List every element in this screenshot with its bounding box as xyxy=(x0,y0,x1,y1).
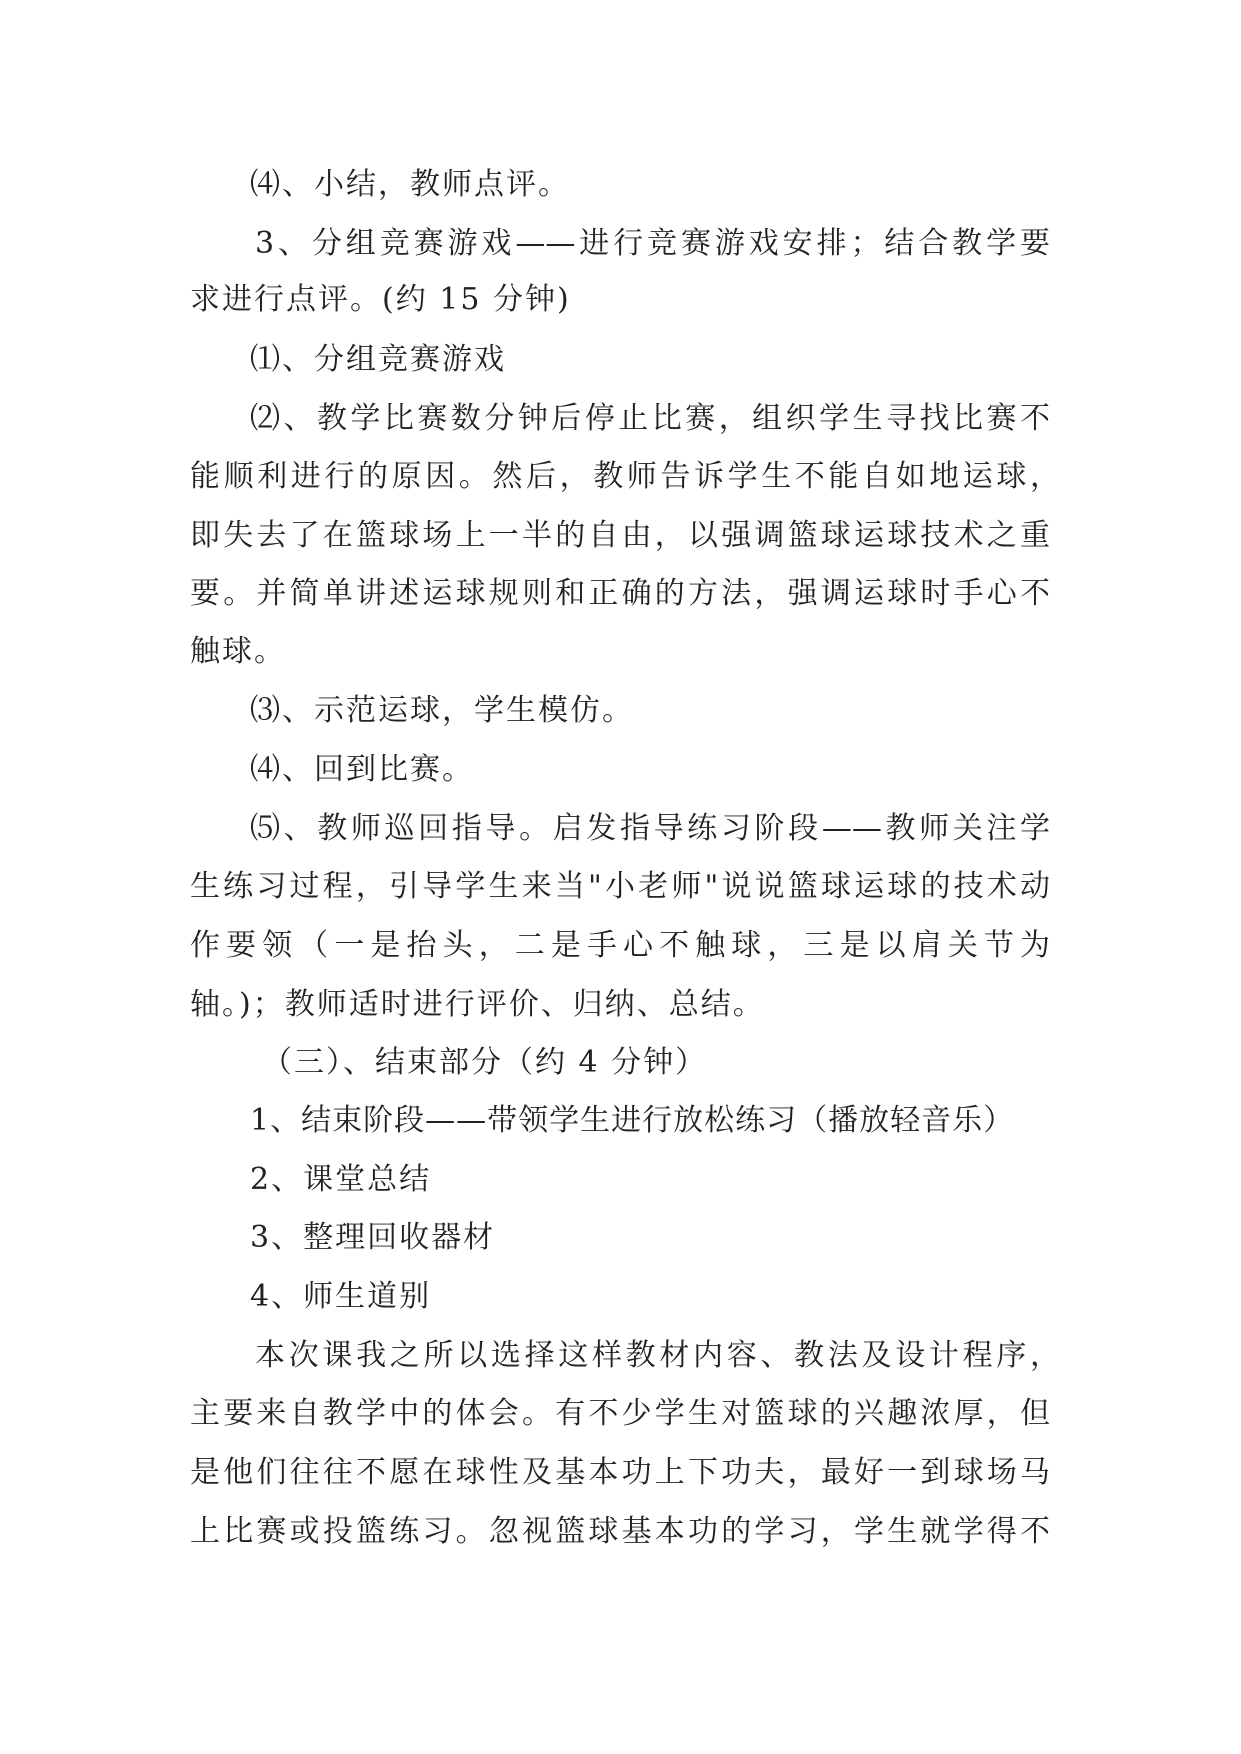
paragraph-line: 上比赛或投篮练习。忽视篮球基本功的学习，学生就学得不 xyxy=(190,1514,1050,1549)
paragraph-line: 3、分组竞赛游戏——进行竞赛游戏安排；结合教学要 xyxy=(255,226,1050,261)
paragraph-line: ⑴、分组竞赛游戏 xyxy=(250,342,506,377)
paragraph-line: 作要领（一是抬头，二是手心不触球，三是以肩关节为 xyxy=(190,928,1050,963)
paragraph-line: 要。并简单讲述运球规则和正确的方法，强调运球时手心不 xyxy=(190,576,1050,611)
list-item: 4、师生道别 xyxy=(250,1279,432,1314)
paragraph-line: 触球。 xyxy=(190,634,286,669)
paragraph-line: ⑷、回到比赛。 xyxy=(250,752,474,787)
paragraph-line: 即失去了在篮球场上一半的自由，以强调篮球运球技术之重 xyxy=(190,518,1050,553)
paragraph-line: 是他们往往不愿在球性及基本功上下功夫，最好一到球场马 xyxy=(190,1455,1050,1490)
list-item: 3、整理回收器材 xyxy=(250,1220,496,1255)
paragraph-line: 主要来自教学中的体会。有不少学生对篮球的兴趣浓厚，但 xyxy=(190,1396,1050,1431)
paragraph-line: ⑵、教学比赛数分钟后停止比赛，组织学生寻找比赛不 xyxy=(250,401,1050,436)
paragraph-line: ⑸、教师巡回指导。启发指导练习阶段——教师关注学 xyxy=(250,811,1050,846)
paragraph-line: 本次课我之所以选择这样教材内容、教法及设计程序， xyxy=(255,1338,1060,1373)
section-heading: （三）、结束部分（约 4 分钟） xyxy=(262,1045,708,1080)
paragraph-line: ⑶、示范运球，学生模仿。 xyxy=(250,693,634,728)
paragraph-line: 求进行点评。(约 15 分钟) xyxy=(190,282,571,317)
paragraph-line: 能顺利进行的原因。然后，教师告诉学生不能自如地运球， xyxy=(190,459,1060,494)
paragraph-line: 轴。)；教师适时进行评价、归纳、总结。 xyxy=(190,987,765,1022)
paragraph-line: ⑷、小结，教师点评。 xyxy=(250,167,570,202)
list-item: 2、课堂总结 xyxy=(250,1162,432,1197)
paragraph-line: 1、结束阶段——带领学生进行放松练习（播放轻音乐） xyxy=(250,1103,1015,1138)
paragraph-line: 生练习过程，引导学生来当"小老师"说说篮球运球的技术动 xyxy=(190,869,1050,904)
